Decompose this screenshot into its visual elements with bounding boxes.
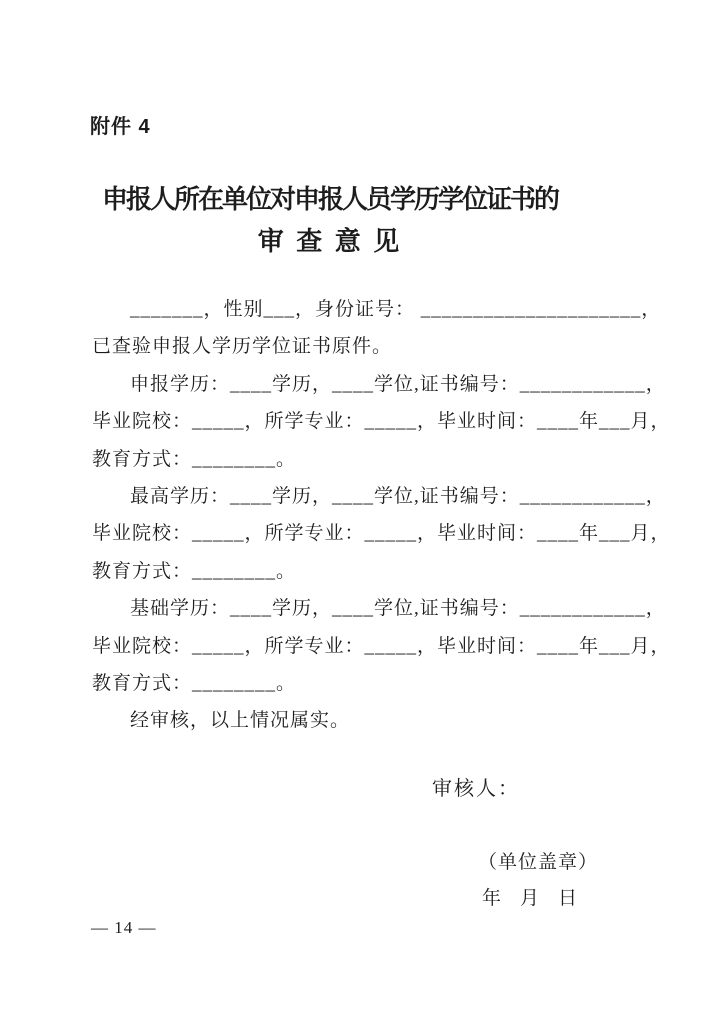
- form-line-verified-statement: 已查验申报人学历学位证书原件。: [92, 336, 393, 358]
- form-line-name-gender-id: _______，性别___，身份证号： _____________________，: [130, 299, 662, 320]
- form-line-basic-education: 基础学历：____学历，____学位,证书编号：____________，: [130, 598, 666, 620]
- form-line-declared-education: 申报学历：____学历，____学位,证书编号：____________，: [130, 373, 666, 395]
- form-line-highest-edu-mode: 教育方式：________。: [92, 560, 297, 582]
- document-title-line2: 审 查 意 见: [257, 227, 403, 256]
- document-title-line1: 申报人所在单位对申报人员学历学位证书的: [101, 185, 558, 214]
- attachment-label: 附件 4: [90, 116, 151, 138]
- form-line-highest-education: 最高学历：____学历，____学位,证书编号：____________，: [130, 485, 666, 507]
- form-line-basic-school: 毕业院校：_____，所学专业：_____，毕业时间：____年___月，: [92, 635, 671, 657]
- reviewer-label: 审核人：: [432, 778, 520, 800]
- page-number: — 14 —: [91, 918, 157, 937]
- unit-seal-label: （单位盖章）: [478, 852, 599, 873]
- form-line-declared-edu-mode: 教育方式：________。: [92, 448, 297, 470]
- form-line-conclusion: 经审核，以上情况属实。: [130, 710, 351, 732]
- form-line-highest-school: 毕业院校：_____，所学专业：_____，毕业时间：____年___月，: [92, 523, 671, 545]
- form-line-basic-edu-mode: 教育方式：________。: [92, 672, 297, 694]
- date-label: 年 月 日: [482, 888, 578, 909]
- form-line-declared-school: 毕业院校：_____，所学专业：_____，毕业时间：____年___月，: [92, 411, 671, 433]
- form-body: [92, 291, 671, 740]
